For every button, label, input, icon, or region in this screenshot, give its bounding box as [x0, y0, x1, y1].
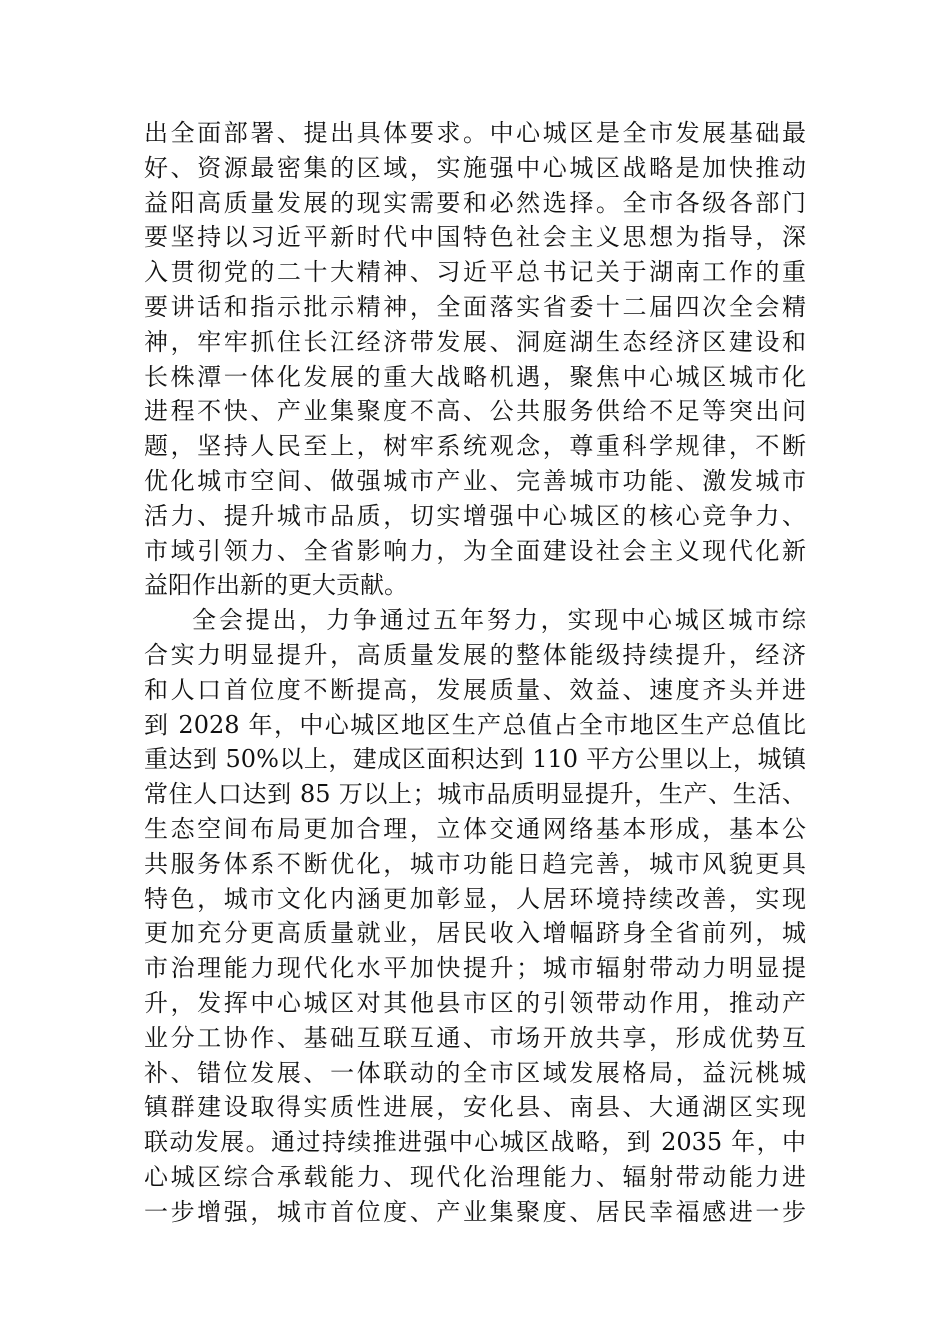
- text-line: 市域引领力、全省影响力，为全面建设社会主义现代化新: [144, 536, 806, 565]
- text-line: 联动发展。通过持续推进强中心城区战略，到 2035 年，中: [144, 1128, 806, 1157]
- text-line: 益阳作出新的更大贡献。: [144, 571, 408, 600]
- text-line: 到 2028 年，中心城区地区生产总值占全市地区生产总值比: [144, 710, 806, 739]
- text-line: 活力、提升城市品质，切实增强中心城区的核心竞争力、: [144, 501, 806, 530]
- text-line: 补、错位发展、一体联动的全市区域发展格局，益沅桃城: [144, 1058, 806, 1087]
- text-line: 镇群建设取得实质性进展，安化县、南县、大通湖区实现: [144, 1093, 806, 1122]
- text-line: 特色，城市文化内涵更加彰显，人居环境持续改善，实现: [144, 884, 806, 913]
- text-line: 益阳高质量发展的现实需要和必然选择。全市各级各部门: [144, 188, 806, 217]
- text-line: 业分工协作、基础互联互通、市场开放共享，形成优势互: [144, 1023, 806, 1052]
- text-line: 合实力明显提升，高质量发展的整体能级持续提升，经济: [144, 640, 806, 669]
- text-line: 常住人口达到 85 万以上；城市品质明显提升，生产、生活、: [144, 780, 806, 809]
- text-line: 题，坚持人民至上，树牢系统观念，尊重科学规律，不断: [144, 432, 806, 461]
- text-line: 进程不快、产业集聚度不高、公共服务供给不足等突出问: [144, 397, 806, 426]
- text-line: 全会提出，力争通过五年努力，实现中心城区城市综: [192, 606, 806, 635]
- text-line: 入贯彻党的二十大精神、习近平总书记关于湖南工作的重: [144, 258, 806, 287]
- text-line: 一步增强，城市首位度、产业集聚度、居民幸福感进一步: [144, 1197, 806, 1226]
- text-line: 要坚持以习近平新时代中国特色社会主义思想为指导，深: [144, 223, 806, 252]
- text-line: 更加充分更高质量就业，居民收入增幅跻身全省前列，城: [144, 919, 806, 948]
- text-line: 好、资源最密集的区域，实施强中心城区战略是加快推动: [144, 153, 806, 182]
- text-line: 神，牢牢抓住长江经济带发展、洞庭湖生态经济区建设和: [144, 327, 806, 356]
- text-line: 长株潭一体化发展的重大战略机遇，聚焦中心城区城市化: [144, 362, 806, 391]
- text-line: 市治理能力现代化水平加快提升；城市辐射带动力明显提: [144, 954, 806, 983]
- text-line: 共服务体系不断优化，城市功能日趋完善，城市风貌更具: [144, 849, 806, 878]
- text-line: 要讲话和指示批示精神，全面落实省委十二届四次全会精: [144, 292, 806, 321]
- paragraph-1: [144, 116, 806, 603]
- text-line: 优化城市空间、做强城市产业、完善城市功能、激发城市: [144, 466, 806, 495]
- document-page: [144, 116, 806, 1230]
- text-line: 升，发挥中心城区对其他县市区的引领带动作用，推动产: [144, 988, 806, 1017]
- text-line: 出全面部署、提出具体要求。中心城区是全市发展基础最: [144, 119, 806, 147]
- text-line: 重达到 50%以上，建成区面积达到 110 平方公里以上，城镇: [144, 745, 806, 774]
- paragraph-2: [144, 603, 806, 1229]
- text-line: 生态空间布局更加合理，立体交通网络基本形成，基本公: [144, 814, 806, 843]
- text-line: 和人口首位度不断提高，发展质量、效益、速度齐头并进: [144, 675, 806, 704]
- text-line: 心城区综合承载能力、现代化治理能力、辐射带动能力进: [144, 1162, 806, 1191]
